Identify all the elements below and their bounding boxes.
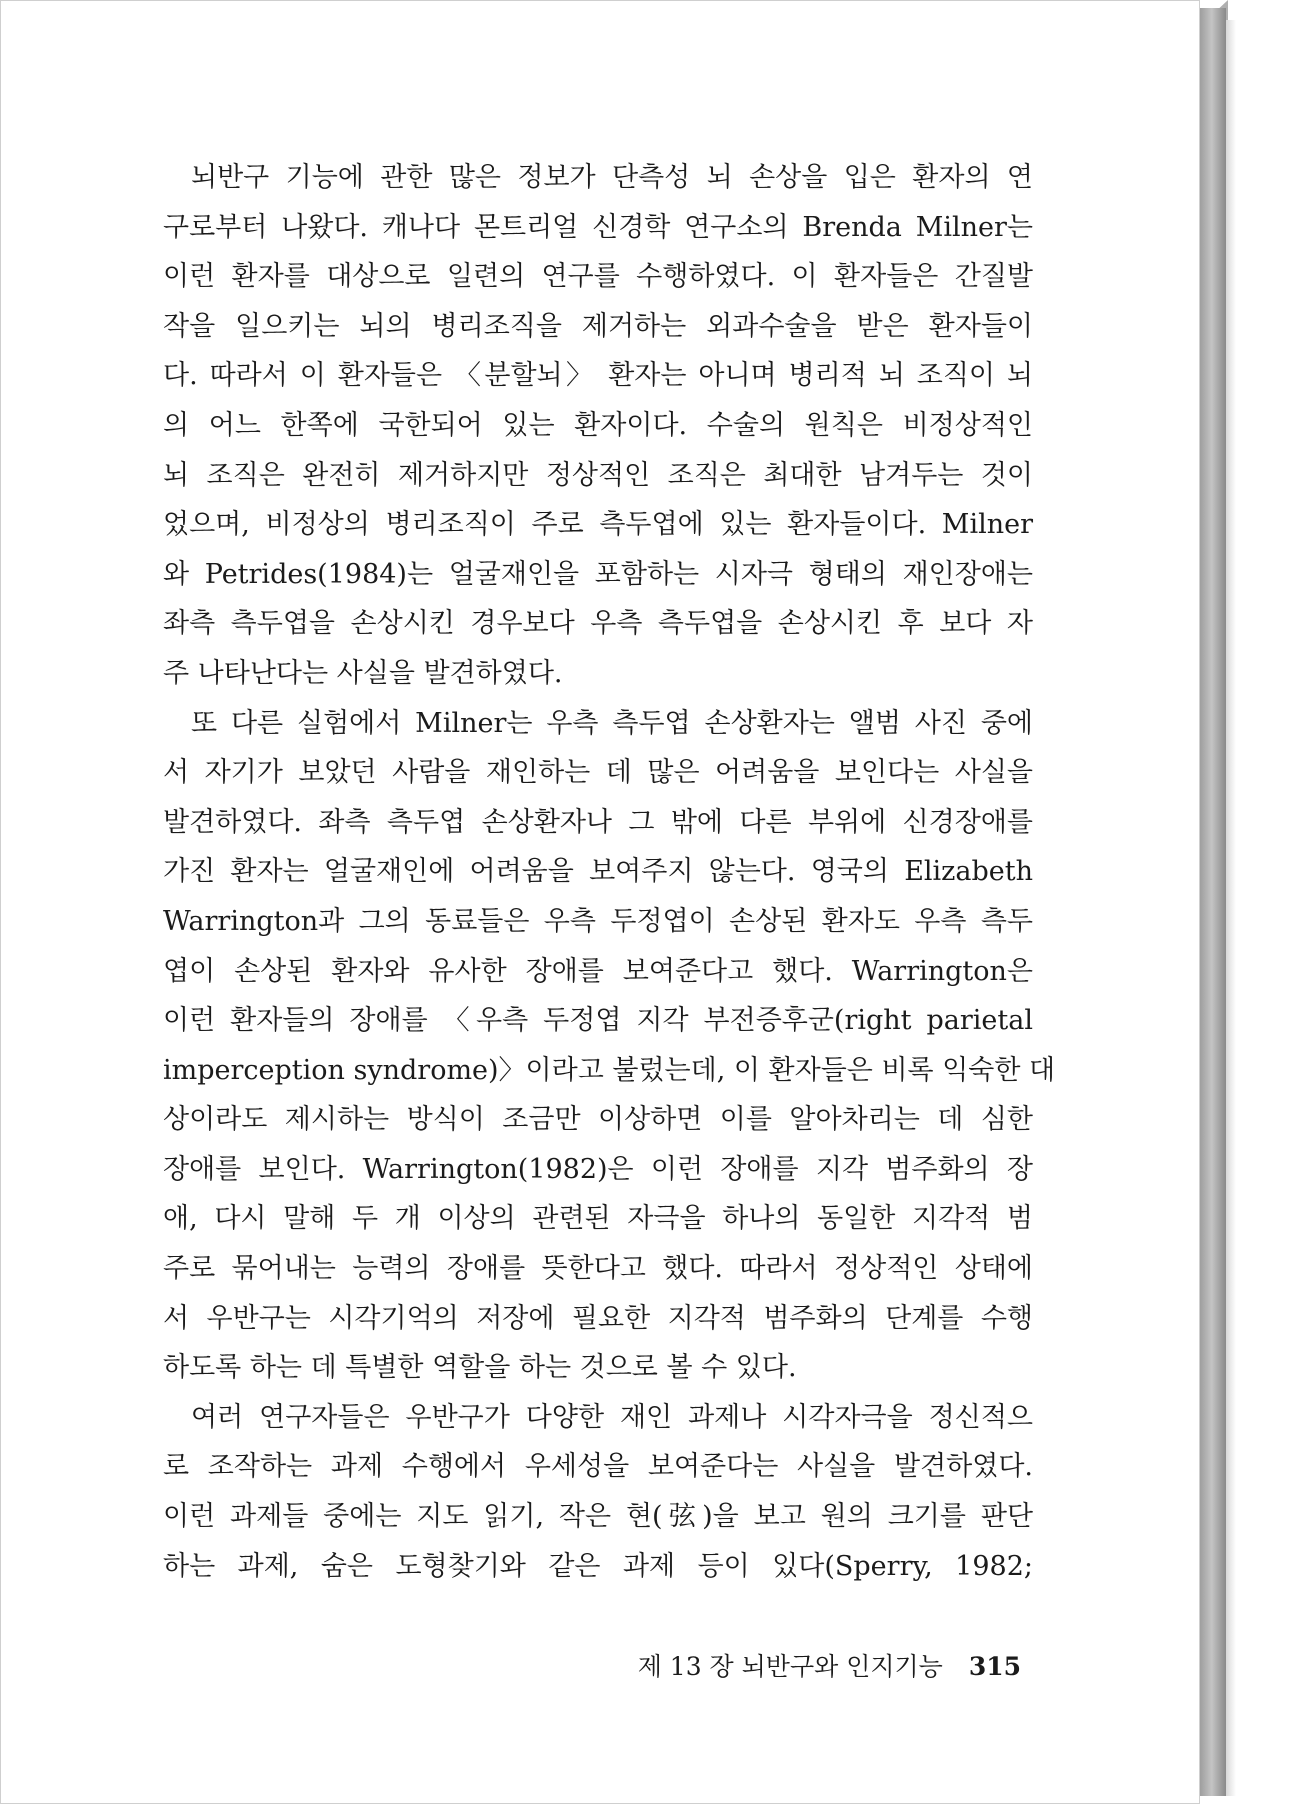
text-line: 주로 묶어내는 능력의 장애를 뜻한다고 했다. 따라서 정상적인 상태에: [163, 1253, 1033, 1285]
running-head: 제 13 장 뇌반구와 인지기능: [637, 1652, 943, 1681]
text-line: 뇌반구 기능에 관한 많은 정보가 단측성 뇌 손상을 입은 환자의 연: [191, 162, 1033, 193]
text-line: 이런 환자를 대상으로 일련의 연구를 수행하였다. 이 환자들은 간질발: [163, 261, 1033, 293]
page-shadow: [1226, 20, 1236, 1796]
text-line: 하는 과제, 숨은 도형찾기와 같은 과제 등이 있다(Sperry, 1982;: [163, 1550, 1033, 1582]
text-line: 주 나타난다는 사실을 발견하였다.: [163, 657, 563, 689]
text-line: Warrington과 그의 동료들은 우측 두정엽이 손상된 환자도 우측 측두: [163, 905, 1033, 937]
text-line: 서 우반구는 시각기억의 저장에 필요한 지각적 범주화의 단계를 수행: [163, 1302, 1033, 1334]
text-line: 구로부터 나왔다. 캐나다 몬트리얼 신경학 연구소의 Brenda Milner는: [163, 211, 1033, 243]
text-line: 작을 일으키는 뇌의 병리조직을 제거하는 외과수술을 받은 환자들이: [163, 310, 1033, 342]
text-line: imperception syndrome)〉이라고 불렀는데, 이 환자들은 비록 익숙한 대: [163, 1054, 1056, 1086]
text-line: 이런 과제들 중에는 지도 읽기, 작은 현(弦)을 보고 원의 크기를 판단: [163, 1501, 1033, 1533]
text-line: 하도록 하는 데 특별한 역할을 하는 것으로 볼 수 있다.: [163, 1352, 797, 1384]
text-line: 이런 환자들의 장애를 〈우측 두정엽 지각 부전증후군(right parietal: [163, 1005, 1033, 1037]
text-line: 상이라도 제시하는 방식이 조금만 이상하면 이를 알아차리는 데 심한: [163, 1104, 1033, 1136]
text-line: 서 자기가 보았던 사람을 재인하는 데 많은 어려움을 보인다는 사실을: [163, 757, 1033, 789]
text-line: 가진 환자는 얼굴재인에 어려움을 보여주지 않는다. 영국의 Elizabeth: [163, 856, 1033, 888]
text-line: 좌측 측두엽을 손상시킨 경우보다 우측 측두엽을 손상시킨 후 보다 자: [163, 608, 1033, 640]
text-line: 로 조작하는 과제 수행에서 우세성을 보여준다는 사실을 발견하였다.: [163, 1451, 1033, 1483]
text-line: 또 다른 실험에서 Milner는 우측 측두엽 손상환자는 앨범 사진 중에: [191, 707, 1033, 739]
text-line: 와 Petrides(1984)는 얼굴재인을 포함하는 시자극 형태의 재인장애는: [163, 558, 1033, 590]
text-line: 장애를 보인다. Warrington(1982)은 이런 장애를 지각 범주화의 장: [163, 1153, 1033, 1185]
text-line: 여러 연구자들은 우반구가 다양한 재인 과제나 시각자극을 정신적으: [191, 1401, 1033, 1433]
text-line: 뇌 조직은 완전히 제거하지만 정상적인 조직은 최대한 남겨두는 것이: [163, 459, 1033, 491]
text-line: 의 어느 한쪽에 국한되어 있는 환자이다. 수술의 원칙은 비정상적인: [163, 409, 1033, 441]
text-line: 엽이 손상된 환자와 유사한 장애를 보여준다고 했다. Warrington은: [163, 955, 1033, 987]
text-line: 발견하였다. 좌측 측두엽 손상환자나 그 밖에 다른 부위에 신경장애를: [163, 806, 1033, 838]
page-number: 315: [968, 1652, 1021, 1681]
text-line: 다. 따라서 이 환자들은 〈분할뇌〉 환자는 아니며 병리적 뇌 조직이 뇌: [163, 360, 1033, 392]
page-footer: [638, 1647, 1021, 1683]
body-text: [163, 153, 1056, 1591]
page-edge: [1200, 8, 1226, 1796]
text-line: 었으며, 비정상의 병리조직이 주로 측두엽에 있는 환자들이다. Milner: [163, 509, 1033, 541]
text-line: 애, 다시 말해 두 개 이상의 관련된 자극을 하나의 동일한 지각적 범: [163, 1203, 1033, 1235]
